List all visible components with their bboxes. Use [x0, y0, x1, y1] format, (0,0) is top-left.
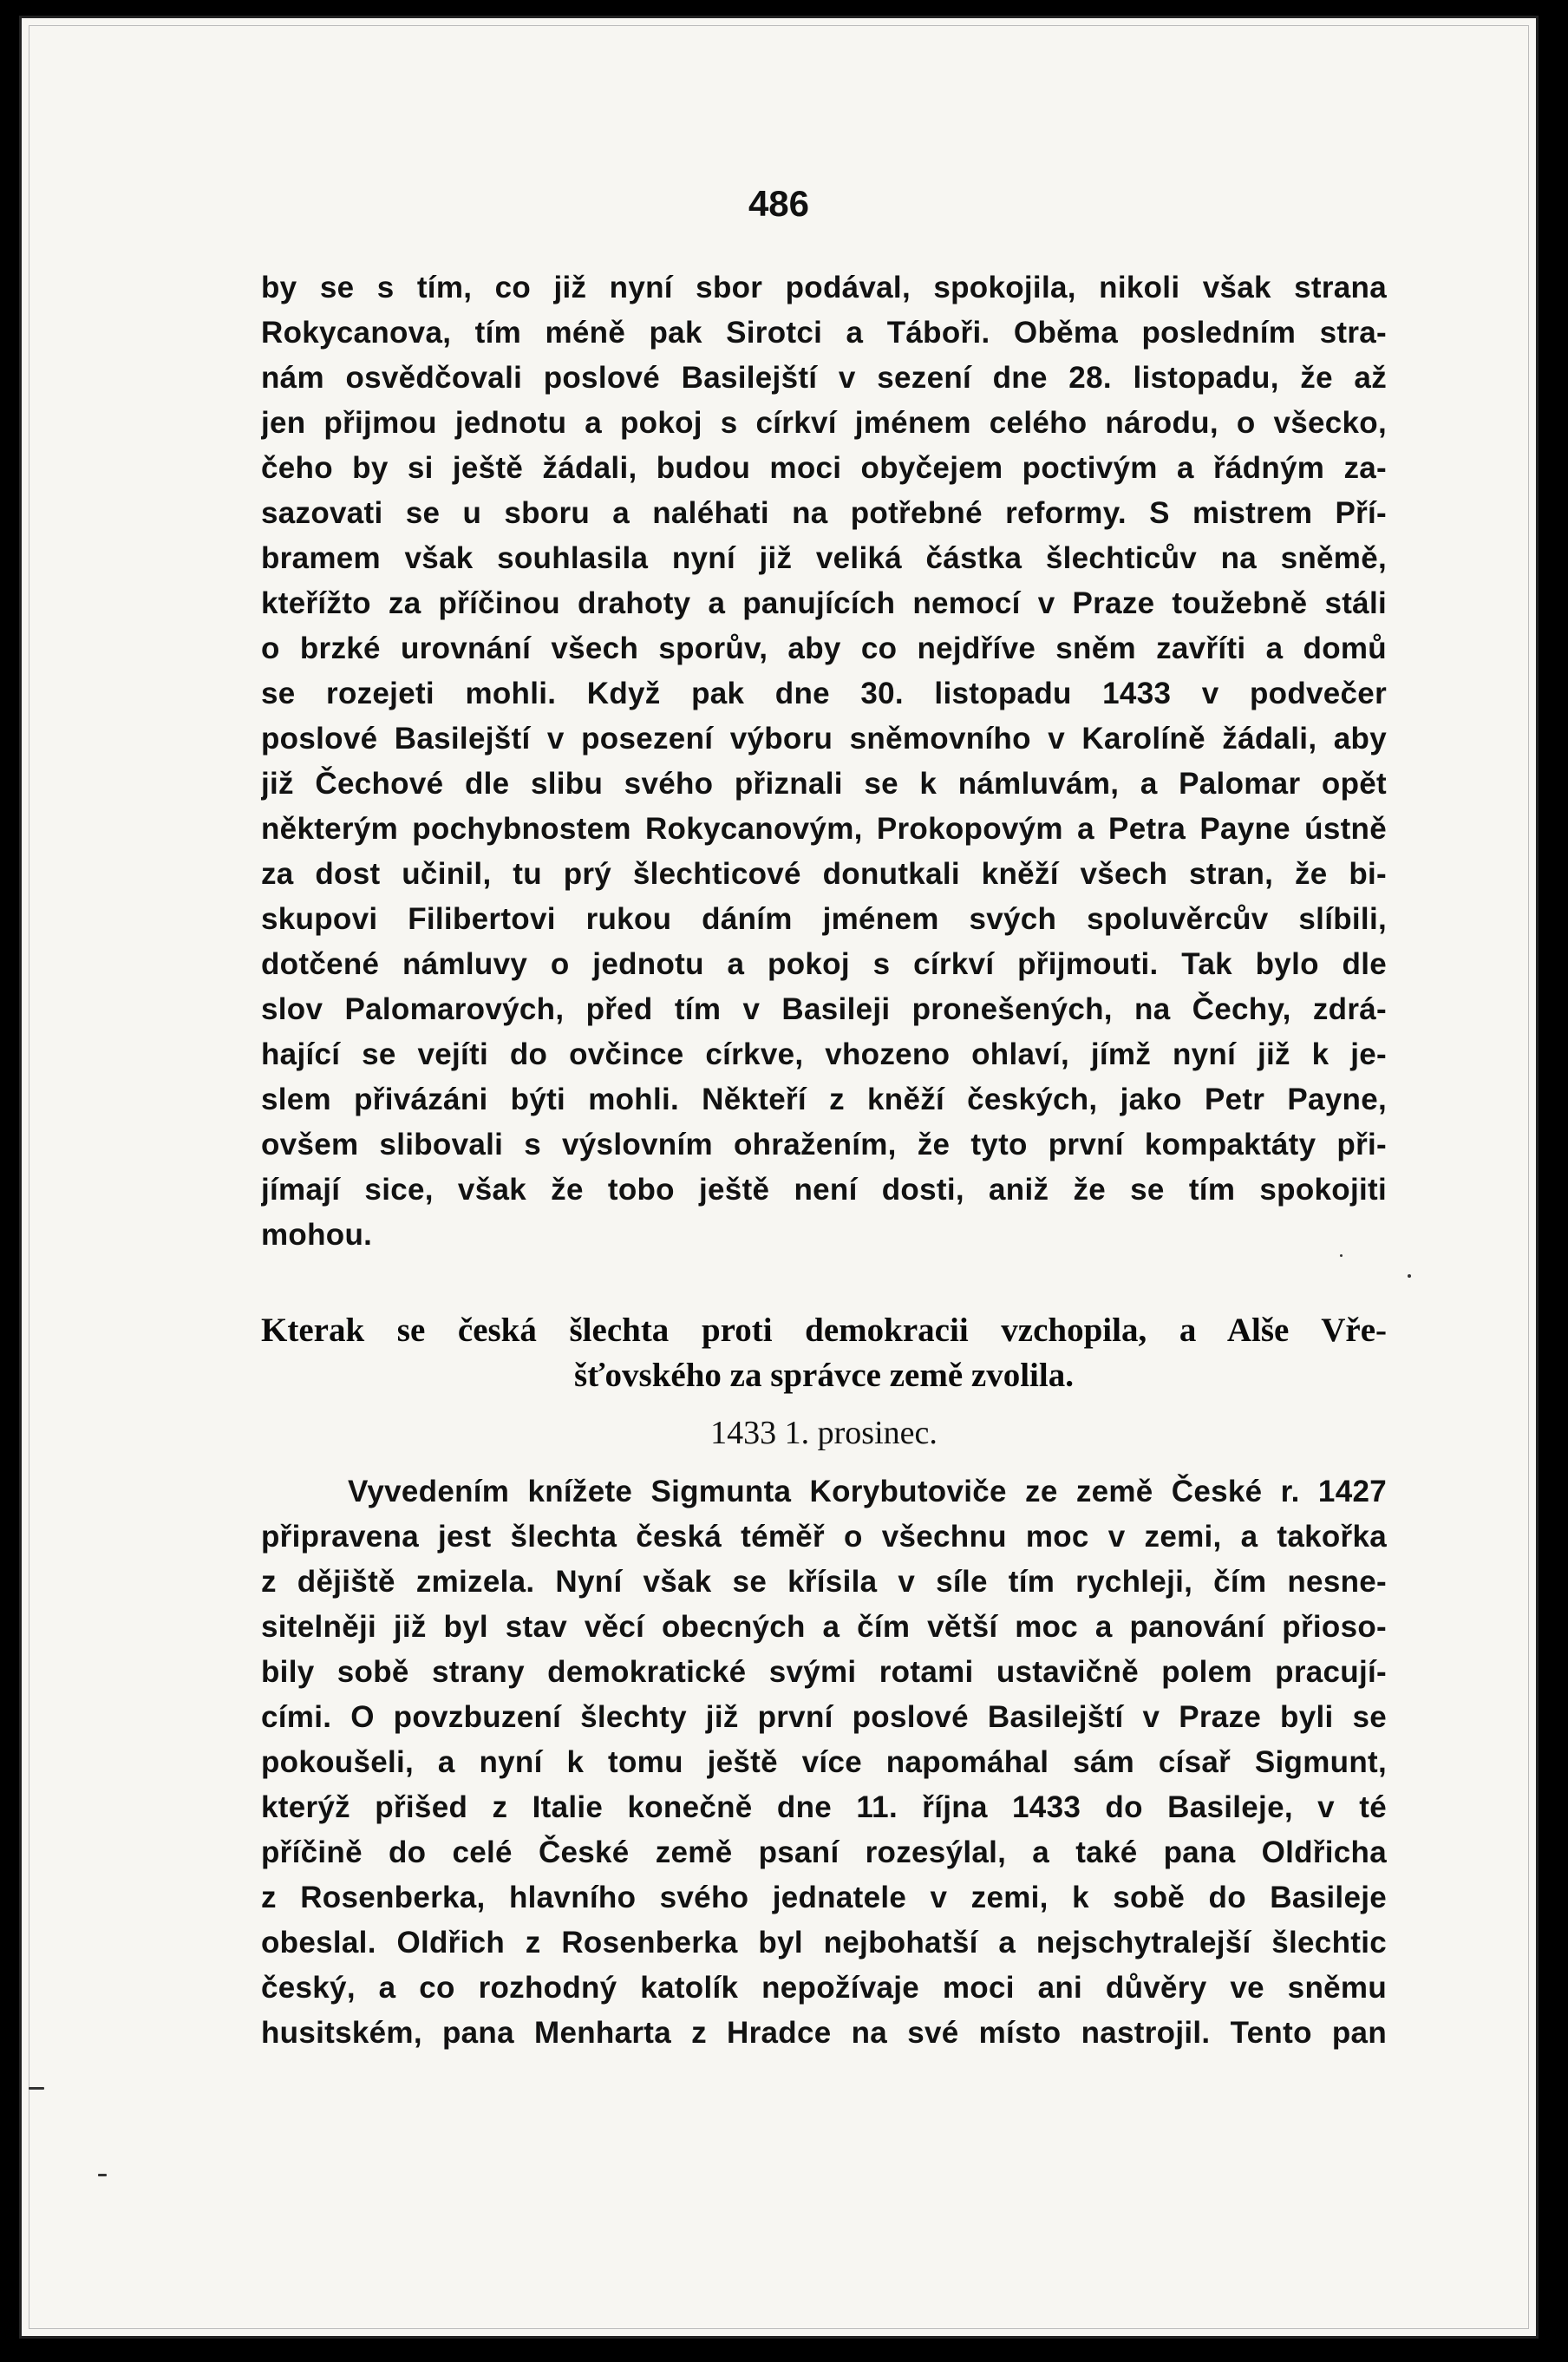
scan-speck	[1340, 1254, 1343, 1257]
page-number: 486	[748, 183, 810, 224]
text-line: český, a co rozhodný katolík nepožívaje moci ani důvěry ve sněmu	[261, 1971, 1387, 2005]
text-line: za dost učinil, tu prý šlechticové donutkali kněží všech stran, že bi-	[261, 857, 1387, 891]
text-line: hající se vejíti do ovčince církve, vhozeno ohlaví, jímž nyní již k je-	[261, 1037, 1387, 1071]
text-line: čeho by si ještě žádali, budou moci obyčejem poctivým a řádným za-	[261, 451, 1387, 485]
text-line: sazovati se u sboru a naléhati na potřebné reformy. S mistrem Pří-	[261, 496, 1387, 530]
paragraph-2	[261, 1469, 1387, 2056]
section-date: 1433 1. prosinec.	[710, 1415, 938, 1451]
text-line: cími. O povzbuzení šlechty již první poslové Basilejští v Praze byli se	[261, 1700, 1387, 1734]
text-line: příčině do celé České země psaní rozesýlal, a také pana Oldřicha	[261, 1835, 1387, 1869]
text-line: z dějiště zmizela. Nyní však se křísila v síle tím rychleji, čím nesne-	[261, 1565, 1387, 1599]
text-line: husitském, pana Menharta z Hradce na své místo nastrojil. Tento pan	[261, 2016, 1387, 2050]
text-line: mohou.	[261, 1218, 373, 1252]
text-line: některým pochybnostem Rokycanovým, Prokopovým a Petra Payne ústně	[261, 812, 1387, 846]
text-line: Vyvedením knížete Sigmunta Korybutoviče ze země České r. 1427	[348, 1475, 1387, 1508]
scan-speck	[29, 2087, 44, 2090]
text-line: slem přivázáni býti mohli. Někteří z kněží českých, jako Petr Payne,	[261, 1083, 1387, 1116]
text-line: jímají sice, však že tobo ještě není dosti, aniž že se tím spokojiti	[261, 1173, 1387, 1207]
text-line: kterýž přišed z Italie konečně dne 11. října 1433 do Basileje, v té	[261, 1790, 1387, 1824]
text-line: skupovi Filibertovi rukou dáním jménem svých spoluvěrcův slíbili,	[261, 902, 1387, 936]
text-line: pokoušeli, a nyní k tomu ještě více napomáhal sám císař Sigmunt,	[261, 1745, 1387, 1779]
section-heading	[261, 1308, 1387, 1398]
heading-line: Kterak se česká šlechta proti demokracii vzchopila, a Alše Vře-	[261, 1312, 1387, 1349]
text-line: z Rosenberka, hlavního svého jednatele v zemi, k sobě do Basileje	[261, 1881, 1387, 1914]
scanned-page	[19, 16, 1539, 2339]
text-line: dotčené námluvy o jednotu a pokoj s církví přijmouti. Tak bylo dle	[261, 947, 1387, 981]
text-line: se rozejeti mohli. Když pak dne 30. listopadu 1433 v podvečer	[261, 677, 1387, 710]
text-line: připravena jest šlechta česká téměř o všechnu moc v zemi, a takořka	[261, 1520, 1387, 1554]
text-line: Rokycanova, tím méně pak Sirotci a Táboři. Oběma posledním stra-	[261, 316, 1387, 350]
scan-speck	[98, 2174, 107, 2176]
text-line: jen přijmou jednotu a pokoj s církví jménem celého národu, o všecko,	[261, 406, 1387, 440]
text-column	[261, 265, 1387, 2056]
text-line: bramem však souhlasila nyní již veliká částka šlechticův na sněmě,	[261, 541, 1387, 575]
text-line: ovšem slibovali s výslovním ohražením, že tyto první kompaktáty při-	[261, 1128, 1387, 1161]
text-line: by se s tím, co již nyní sbor podával, spokojila, nikoli však strana	[261, 271, 1387, 304]
paragraph-1	[261, 265, 1387, 1258]
text-line: sitelněji již byl stav věcí obecných a čím větší moc a panování přioso-	[261, 1610, 1387, 1644]
text-line: slov Palomarových, před tím v Basileji pronešených, na Čechy, zdrá-	[261, 992, 1387, 1026]
text-line: bily sobě strany demokratické svými rotami ustavičně polem pracují-	[261, 1655, 1387, 1689]
text-line: poslové Basilejští v posezení výboru sněmovního v Karolíně žádali, aby	[261, 722, 1387, 756]
heading-line: šťovského za správce země zvolila.	[574, 1357, 1074, 1394]
text-line: již Čechové dle slibu svého přiznali se k námluvám, a Palomar opět	[261, 767, 1387, 801]
text-line: obeslal. Oldřich z Rosenberka byl nejbohatší a nejschytralejší šlechtic	[261, 1926, 1387, 1960]
text-line: kteřížto za příčinou drahoty a panujících nemocí v Praze toužebně stáli	[261, 586, 1387, 620]
scan-speck	[1408, 1274, 1411, 1278]
text-line: o brzké urovnání všech sporův, aby co nejdříve sněm zavříti a domů	[261, 631, 1387, 665]
text-line: nám osvědčovali poslové Basilejští v sezení dne 28. listopadu, že až	[261, 361, 1387, 395]
